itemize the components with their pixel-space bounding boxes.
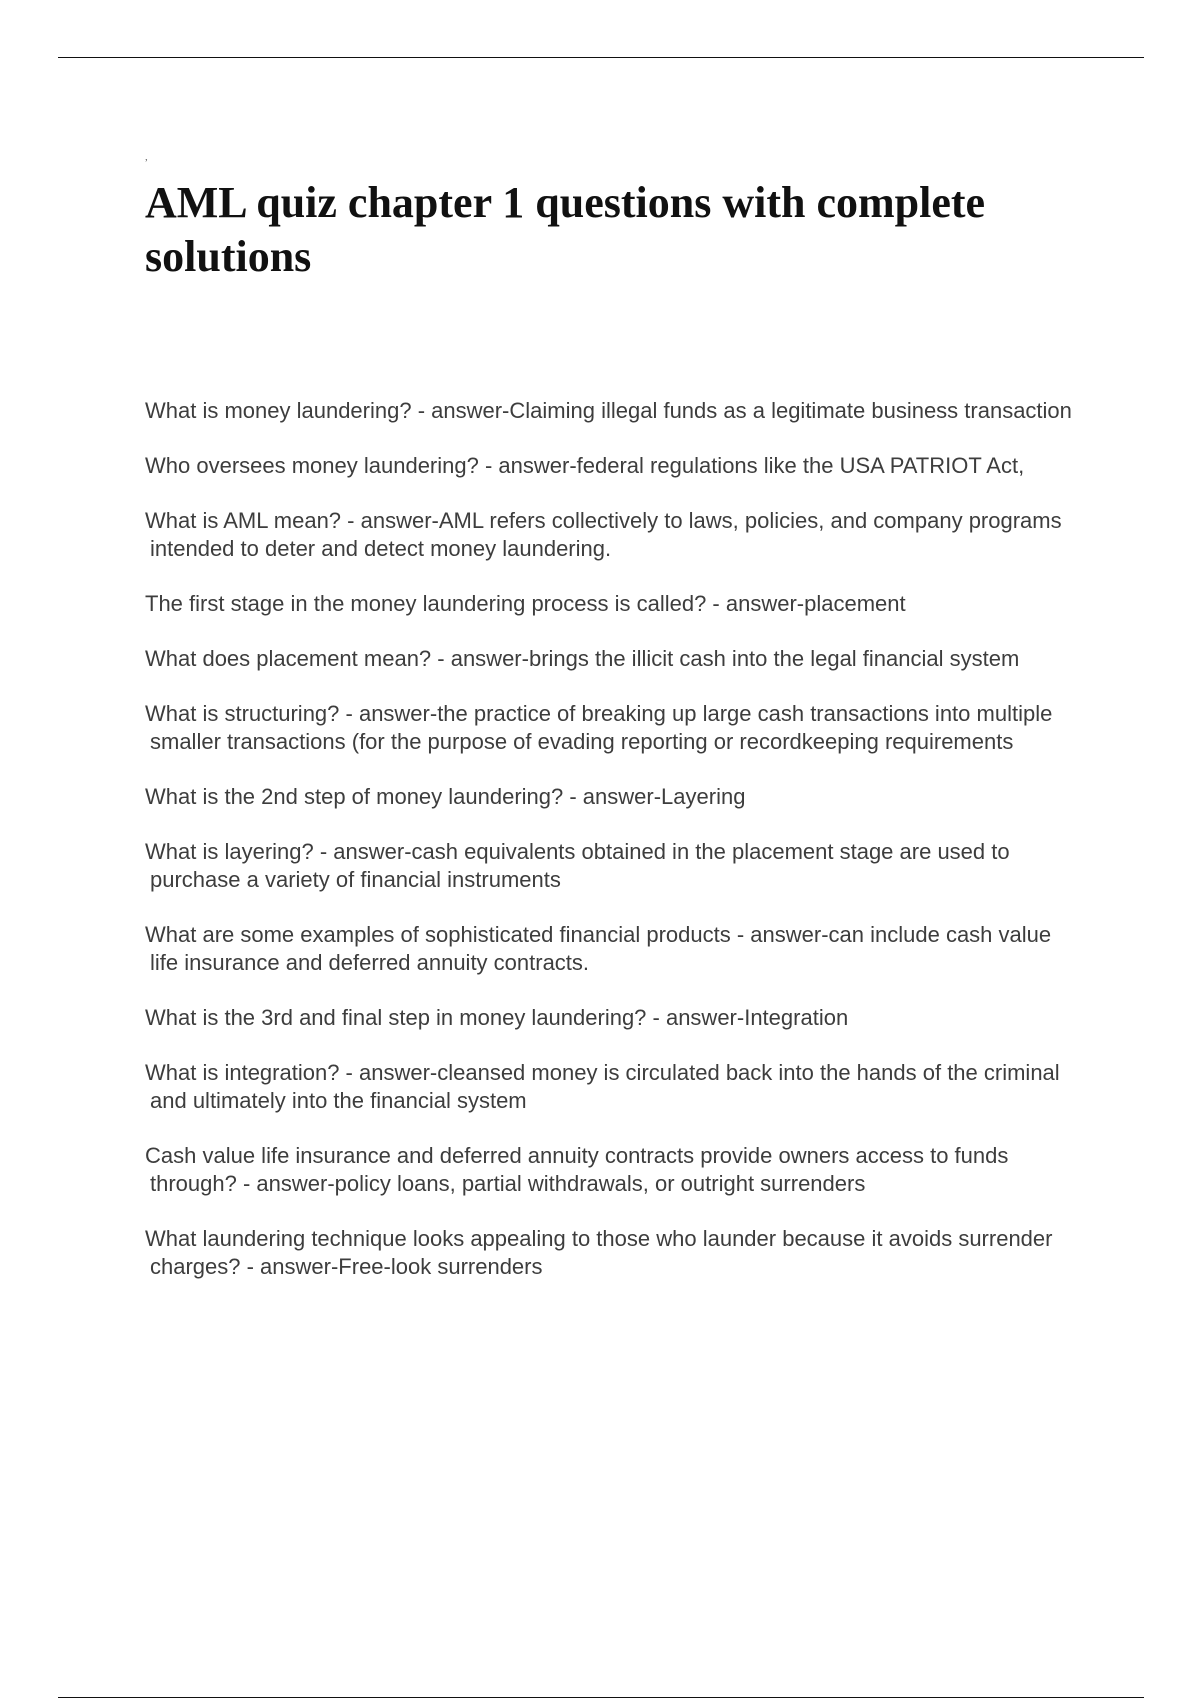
qa-item: Who oversees money laundering? - answer-federal regulations like the USA PATRIOT Act, xyxy=(145,453,1025,478)
top-rule xyxy=(58,57,1144,58)
qa-item: What is the 2nd step of money laundering? - answer-Layering xyxy=(145,784,746,809)
qa-item: Cash value life insurance and deferred annuity contracts provide owners access to funds through? - answer-policy loans, partial withdrawals, or outright surrenders xyxy=(145,1143,1009,1196)
qa-item: What is structuring? - answer-the practice of breaking up large cash transactions into multiple smaller transactions (for the purpose of evading reporting or recordkeeping requirements xyxy=(145,701,1053,754)
bottom-rule xyxy=(58,1697,1144,1698)
qa-item: What does placement mean? - answer-brings the illicit cash into the legal financial system xyxy=(145,646,1020,671)
page-title: AML quiz chapter 1 questions with complete solutions xyxy=(145,178,986,281)
qa-item: What is money laundering? - answer-Claiming illegal funds as a legitimate business transaction xyxy=(145,398,1072,423)
top-mark: , xyxy=(145,151,148,163)
qa-item: The first stage in the money laundering process is called? - answer-placement xyxy=(145,591,906,616)
qa-item: What is the 3rd and final step in money laundering? - answer-Integration xyxy=(145,1005,849,1030)
qa-item: What is layering? - answer-cash equivalents obtained in the placement stage are used to purchase a variety of financial instruments xyxy=(145,839,1010,892)
qa-list xyxy=(145,397,1080,1308)
qa-item: What is integration? - answer-cleansed money is circulated back into the hands of the criminal and ultimately into the financial system xyxy=(145,1060,1060,1113)
qa-item: What laundering technique looks appealing to those who launder because it avoids surrender charges? - answer-Free-look surrenders xyxy=(145,1226,1053,1279)
qa-item: What are some examples of sophisticated financial products - answer-can include cash value life insurance and deferred annuity contracts. xyxy=(145,922,1052,975)
qa-item: What is AML mean? - answer-AML refers collectively to laws, policies, and company programs intended to deter and detect money laundering. xyxy=(145,508,1062,561)
